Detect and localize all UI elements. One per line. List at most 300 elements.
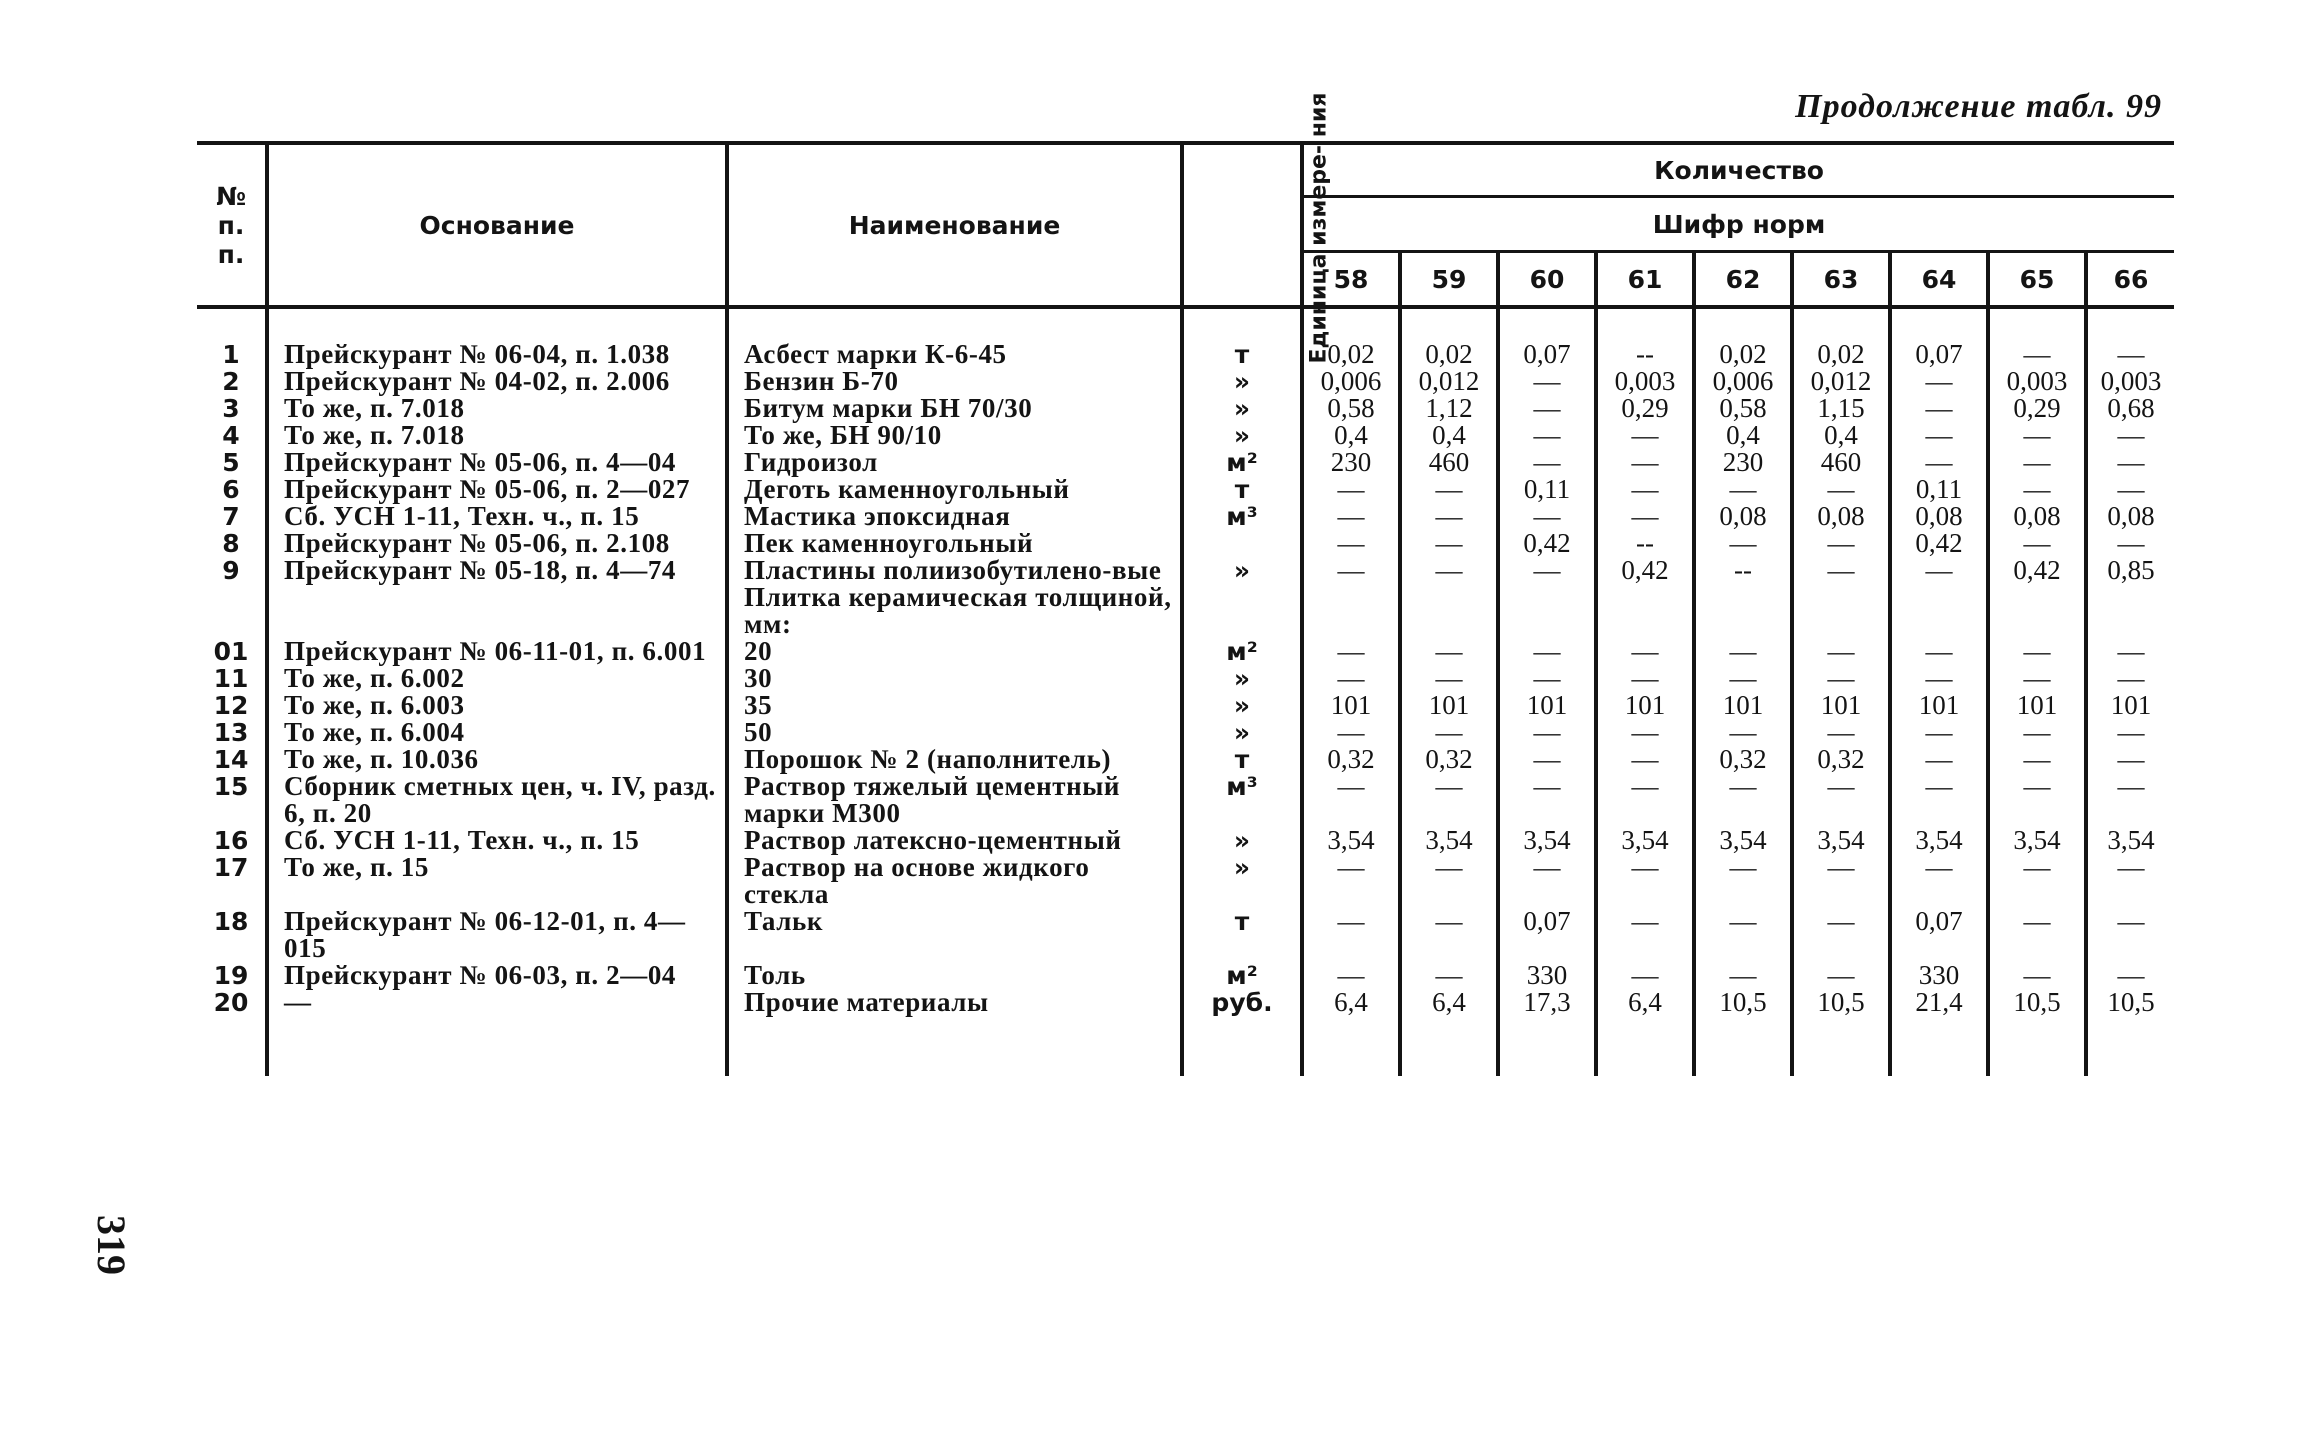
row-quantity-60: 0,11	[1498, 476, 1596, 503]
row-quantity-65: —	[1988, 908, 2086, 962]
row-name: Бензин Б-70	[727, 368, 1182, 395]
row-quantity-58: 6,4	[1302, 989, 1400, 1076]
row-quantity-60: —	[1498, 503, 1596, 530]
row-quantity-59: —	[1400, 530, 1498, 557]
row-number: 01	[213, 637, 249, 666]
row-basis: Прейскурант № 05-06, п. 2—027	[267, 476, 727, 503]
header-code-3: 61	[1596, 252, 1694, 308]
row-quantity-66	[2086, 584, 2174, 638]
row-name: Битум марки БН 70/30	[727, 395, 1182, 422]
row-quantity-65: —	[1988, 449, 2086, 476]
row-quantity-58: —	[1302, 638, 1400, 665]
row-number: 14	[213, 745, 249, 774]
row-number: 3	[222, 394, 240, 423]
row-name: То же, БН 90/10	[727, 422, 1182, 449]
row-quantity-62: —	[1694, 530, 1792, 557]
table-row	[197, 962, 2174, 989]
row-quantity-59: 0,02	[1400, 307, 1498, 368]
row-quantity-63: —	[1792, 962, 1890, 989]
row-quantity-60	[1498, 584, 1596, 638]
row-number: 6	[222, 475, 240, 504]
row-quantity-61: —	[1596, 746, 1694, 773]
row-quantity-62: —	[1694, 962, 1792, 989]
table-row	[197, 638, 2174, 665]
table-row	[197, 368, 2174, 395]
row-quantity-63: 10,5	[1792, 989, 1890, 1076]
row-basis: То же, п. 7.018	[267, 422, 727, 449]
row-quantity-60: 101	[1498, 692, 1596, 719]
row-quantity-66: 10,5	[2086, 989, 2174, 1076]
row-quantity-65: —	[1988, 719, 2086, 746]
row-quantity-66: 101	[2086, 692, 2174, 719]
row-quantity-62: 0,4	[1694, 422, 1792, 449]
row-number: 16	[213, 826, 249, 855]
row-unit	[1182, 530, 1302, 557]
page-number: 319	[89, 1215, 134, 1275]
header-basis: Основание	[267, 143, 727, 307]
row-name: 30	[727, 665, 1182, 692]
row-quantity-62: —	[1694, 638, 1792, 665]
row-quantity-66: 0,08	[2086, 503, 2174, 530]
row-quantity-64: 0,42	[1890, 530, 1988, 557]
row-quantity-62: —	[1694, 773, 1792, 827]
row-quantity-64: 330	[1890, 962, 1988, 989]
row-quantity-64: —	[1890, 773, 1988, 827]
row-quantity-66: —	[2086, 665, 2174, 692]
header-code-4: 62	[1694, 252, 1792, 308]
row-quantity-61: 6,4	[1596, 989, 1694, 1076]
row-basis: Сб. УСН 1-11, Техн. ч., п. 15	[267, 503, 727, 530]
row-basis: Сборник сметных цен, ч. IV, разд. 6, п. 20	[267, 773, 727, 827]
row-quantity-62: 0,02	[1694, 307, 1792, 368]
row-quantity-59: —	[1400, 854, 1498, 908]
row-unit: руб.	[1182, 989, 1302, 1076]
row-quantity-66: —	[2086, 449, 2174, 476]
row-quantity-61: —	[1596, 449, 1694, 476]
row-quantity-63: —	[1792, 557, 1890, 584]
row-quantity-58: —	[1302, 665, 1400, 692]
header-code-2: 60	[1498, 252, 1596, 308]
row-quantity-63: —	[1792, 476, 1890, 503]
row-quantity-66: —	[2086, 962, 2174, 989]
row-basis: —	[267, 989, 727, 1076]
row-quantity-64: —	[1890, 854, 1988, 908]
row-quantity-61: —	[1596, 719, 1694, 746]
row-quantity-62: 0,08	[1694, 503, 1792, 530]
row-unit: м²	[1182, 638, 1302, 665]
row-quantity-58: —	[1302, 908, 1400, 962]
table-row	[197, 773, 2174, 827]
row-quantity-64: 21,4	[1890, 989, 1988, 1076]
row-quantity-64: —	[1890, 638, 1988, 665]
row-quantity-63: —	[1792, 719, 1890, 746]
row-quantity-61: —	[1596, 503, 1694, 530]
row-quantity-58: —	[1302, 773, 1400, 827]
table-row	[197, 827, 2174, 854]
row-unit: м²	[1182, 449, 1302, 476]
row-name: Порошок № 2 (наполнитель)	[727, 746, 1182, 773]
row-quantity-63: —	[1792, 638, 1890, 665]
row-number: 18	[213, 907, 249, 936]
row-quantity-65: —	[1988, 422, 2086, 449]
table-row	[197, 989, 2174, 1076]
table-row	[197, 692, 2174, 719]
row-number: 19	[213, 961, 249, 990]
row-unit: м³	[1182, 503, 1302, 530]
row-quantity-60: 0,42	[1498, 530, 1596, 557]
row-quantity-66: —	[2086, 638, 2174, 665]
row-quantity-66: 0,85	[2086, 557, 2174, 584]
header-code-7: 65	[1988, 252, 2086, 308]
row-quantity-64: —	[1890, 395, 1988, 422]
table-body	[197, 307, 2174, 1076]
row-unit: »	[1182, 395, 1302, 422]
row-quantity-60: 330	[1498, 962, 1596, 989]
row-quantity-58: 0,02	[1302, 307, 1400, 368]
row-name: Раствор латексно-цементный	[727, 827, 1182, 854]
row-quantity-61: --	[1596, 307, 1694, 368]
row-quantity-60: —	[1498, 368, 1596, 395]
row-number: 9	[222, 556, 240, 585]
row-number: 17	[213, 853, 249, 882]
header-unit-label: Единица измере- ния	[1306, 92, 1332, 363]
row-quantity-64: —	[1890, 449, 1988, 476]
row-quantity-65: —	[1988, 773, 2086, 827]
row-quantity-64: 0,07	[1890, 307, 1988, 368]
row-unit: т	[1182, 476, 1302, 503]
row-quantity-61: —	[1596, 773, 1694, 827]
header-name: Наименование	[727, 143, 1182, 307]
row-quantity-62: —	[1694, 719, 1792, 746]
row-quantity-58: 3,54	[1302, 827, 1400, 854]
header-code-1: 59	[1400, 252, 1498, 308]
row-quantity-60: —	[1498, 665, 1596, 692]
table-caption: Продолжение табл. 99	[1795, 88, 2162, 125]
row-quantity-62: 101	[1694, 692, 1792, 719]
row-unit: »	[1182, 665, 1302, 692]
header-code-5: 63	[1792, 252, 1890, 308]
row-quantity-61: —	[1596, 854, 1694, 908]
row-name: 20	[727, 638, 1182, 665]
row-quantity-58: 0,006	[1302, 368, 1400, 395]
row-quantity-61: 0,42	[1596, 557, 1694, 584]
row-quantity-65: 10,5	[1988, 989, 2086, 1076]
row-quantity-61: —	[1596, 476, 1694, 503]
row-quantity-61: —	[1596, 665, 1694, 692]
row-quantity-66: 0,003	[2086, 368, 2174, 395]
row-quantity-63: —	[1792, 908, 1890, 962]
row-quantity-64: 0,07	[1890, 908, 1988, 962]
row-quantity-62	[1694, 584, 1792, 638]
row-quantity-64: —	[1890, 368, 1988, 395]
row-quantity-63: —	[1792, 773, 1890, 827]
row-basis: Прейскурант № 06-11-01, п. 6.001	[267, 638, 727, 665]
row-unit: »	[1182, 692, 1302, 719]
row-quantity-64	[1890, 584, 1988, 638]
row-quantity-66: —	[2086, 476, 2174, 503]
row-quantity-66: —	[2086, 854, 2174, 908]
row-name: Асбест марки К-6-45	[727, 307, 1182, 368]
table-row	[197, 476, 2174, 503]
row-quantity-60: —	[1498, 719, 1596, 746]
row-quantity-58: 101	[1302, 692, 1400, 719]
row-number: 7	[222, 502, 240, 531]
row-quantity-66: —	[2086, 530, 2174, 557]
row-quantity-60: —	[1498, 557, 1596, 584]
row-number: 4	[222, 421, 240, 450]
row-quantity-58: 0,4	[1302, 422, 1400, 449]
row-quantity-61: 0,29	[1596, 395, 1694, 422]
row-quantity-62: 0,32	[1694, 746, 1792, 773]
row-quantity-61: 0,003	[1596, 368, 1694, 395]
row-quantity-59: —	[1400, 665, 1498, 692]
row-unit: м³	[1182, 773, 1302, 827]
row-quantity-61: —	[1596, 908, 1694, 962]
row-name: 50	[727, 719, 1182, 746]
row-quantity-60: 0,07	[1498, 307, 1596, 368]
row-unit: т	[1182, 746, 1302, 773]
row-quantity-61: —	[1596, 638, 1694, 665]
row-quantity-64: —	[1890, 719, 1988, 746]
row-quantity-58	[1302, 584, 1400, 638]
row-number: 8	[222, 529, 240, 558]
row-number: 13	[213, 718, 249, 747]
row-quantity-64: 101	[1890, 692, 1988, 719]
row-quantity-58: —	[1302, 530, 1400, 557]
row-quantity-61	[1596, 584, 1694, 638]
row-quantity-62: —	[1694, 908, 1792, 962]
row-quantity-59: 0,012	[1400, 368, 1498, 395]
row-number: 15	[213, 772, 249, 801]
row-quantity-58: 230	[1302, 449, 1400, 476]
row-quantity-58: 0,58	[1302, 395, 1400, 422]
row-quantity-58: —	[1302, 476, 1400, 503]
row-quantity-66: —	[2086, 908, 2174, 962]
row-quantity-63: —	[1792, 665, 1890, 692]
row-quantity-62: —	[1694, 476, 1792, 503]
table-row	[197, 503, 2174, 530]
row-quantity-59: —	[1400, 962, 1498, 989]
row-quantity-60: —	[1498, 422, 1596, 449]
row-quantity-63: 101	[1792, 692, 1890, 719]
row-quantity-58: 0,32	[1302, 746, 1400, 773]
row-basis: Прейскурант № 04-02, п. 2.006	[267, 368, 727, 395]
row-number: 2	[222, 367, 240, 396]
row-basis: Прейскурант № 05-06, п. 4—04	[267, 449, 727, 476]
row-quantity-65: —	[1988, 638, 2086, 665]
row-quantity-59: —	[1400, 503, 1498, 530]
row-quantity-63: 3,54	[1792, 827, 1890, 854]
row-quantity-59: 1,12	[1400, 395, 1498, 422]
row-quantity-59: —	[1400, 773, 1498, 827]
header-codes-title: Шифр норм	[1302, 197, 2174, 252]
row-basis: То же, п. 6.002	[267, 665, 727, 692]
row-number: 1	[222, 340, 240, 369]
row-quantity-58: —	[1302, 962, 1400, 989]
row-quantity-65: —	[1988, 746, 2086, 773]
row-quantity-63: 1,15	[1792, 395, 1890, 422]
row-quantity-59: —	[1400, 719, 1498, 746]
row-unit: »	[1182, 854, 1302, 908]
table-row	[197, 307, 2174, 368]
row-quantity-66: —	[2086, 773, 2174, 827]
row-quantity-62: —	[1694, 854, 1792, 908]
row-quantity-62: 0,006	[1694, 368, 1792, 395]
header-unit	[1182, 92, 1332, 363]
row-basis	[267, 584, 727, 638]
row-quantity-59: 0,4	[1400, 422, 1498, 449]
row-quantity-65: 0,42	[1988, 557, 2086, 584]
row-quantity-65: 0,29	[1988, 395, 2086, 422]
row-quantity-65: —	[1988, 307, 2086, 368]
table-row	[197, 557, 2174, 584]
row-quantity-63: 460	[1792, 449, 1890, 476]
row-quantity-66: 0,68	[2086, 395, 2174, 422]
row-unit: »	[1182, 422, 1302, 449]
row-name: 35	[727, 692, 1182, 719]
row-quantity-65: 0,003	[1988, 368, 2086, 395]
row-number: 12	[213, 691, 249, 720]
row-quantity-59: —	[1400, 908, 1498, 962]
row-quantity-61: --	[1596, 530, 1694, 557]
row-name: Прочие материалы	[727, 989, 1182, 1076]
row-quantity-64: —	[1890, 557, 1988, 584]
row-quantity-58: —	[1302, 854, 1400, 908]
row-quantity-66: —	[2086, 746, 2174, 773]
row-quantity-58: —	[1302, 719, 1400, 746]
row-name: Мастика эпоксидная	[727, 503, 1182, 530]
row-unit: »	[1182, 557, 1302, 584]
table-row	[197, 422, 2174, 449]
row-quantity-65: —	[1988, 530, 2086, 557]
row-unit: »	[1182, 827, 1302, 854]
row-quantity-59: —	[1400, 557, 1498, 584]
row-quantity-59: 101	[1400, 692, 1498, 719]
row-basis: Прейскурант № 05-06, п. 2.108	[267, 530, 727, 557]
row-quantity-61: —	[1596, 422, 1694, 449]
row-quantity-65: 3,54	[1988, 827, 2086, 854]
row-unit: »	[1182, 368, 1302, 395]
row-quantity-64: 0,11	[1890, 476, 1988, 503]
row-quantity-65: 101	[1988, 692, 2086, 719]
row-unit: т	[1182, 307, 1302, 368]
row-quantity-59: 6,4	[1400, 989, 1498, 1076]
row-basis: То же, п. 7.018	[267, 395, 727, 422]
row-quantity-65: —	[1988, 665, 2086, 692]
row-quantity-63: —	[1792, 854, 1890, 908]
row-quantity-61: 3,54	[1596, 827, 1694, 854]
row-quantity-61: —	[1596, 962, 1694, 989]
row-quantity-64: —	[1890, 665, 1988, 692]
row-quantity-59	[1400, 584, 1498, 638]
row-quantity-64: 0,08	[1890, 503, 1988, 530]
row-quantity-63: 0,02	[1792, 307, 1890, 368]
row-quantity-59: —	[1400, 638, 1498, 665]
row-name: Пек каменноугольный	[727, 530, 1182, 557]
row-quantity-62: --	[1694, 557, 1792, 584]
row-basis: То же, п. 15	[267, 854, 727, 908]
row-quantity-58: —	[1302, 557, 1400, 584]
row-quantity-64: —	[1890, 746, 1988, 773]
row-quantity-60: —	[1498, 638, 1596, 665]
row-quantity-60: —	[1498, 746, 1596, 773]
header-num: № п. п.	[215, 181, 247, 269]
table-row	[197, 719, 2174, 746]
header-code-6: 64	[1890, 252, 1988, 308]
row-unit	[1182, 584, 1302, 638]
row-unit: м²	[1182, 962, 1302, 989]
row-quantity-65	[1988, 584, 2086, 638]
row-quantity-65: —	[1988, 854, 2086, 908]
row-quantity-66: 3,54	[2086, 827, 2174, 854]
row-name: Плитка керамическая толщиной, мм:	[727, 584, 1182, 638]
row-quantity-60: 17,3	[1498, 989, 1596, 1076]
header-code-8: 66	[2086, 252, 2174, 308]
row-basis: Прейскурант № 06-04, п. 1.038	[267, 307, 727, 368]
row-number: 20	[213, 988, 249, 1017]
row-quantity-59: 3,54	[1400, 827, 1498, 854]
row-basis: Сб. УСН 1-11, Техн. ч., п. 15	[267, 827, 727, 854]
row-quantity-61: 101	[1596, 692, 1694, 719]
row-quantity-58: —	[1302, 503, 1400, 530]
row-quantity-65: —	[1988, 476, 2086, 503]
row-quantity-60: —	[1498, 773, 1596, 827]
row-name: Раствор тяжелый цементный марки М300	[727, 773, 1182, 827]
row-quantity-63	[1792, 584, 1890, 638]
row-quantity-62: 10,5	[1694, 989, 1792, 1076]
row-quantity-63: 0,012	[1792, 368, 1890, 395]
row-quantity-66: —	[2086, 422, 2174, 449]
row-quantity-62: 3,54	[1694, 827, 1792, 854]
row-quantity-59: 0,32	[1400, 746, 1498, 773]
row-number	[197, 584, 267, 638]
row-name: Раствор на основе жидкого стекла	[727, 854, 1182, 908]
row-quantity-66: —	[2086, 307, 2174, 368]
row-quantity-65: —	[1988, 962, 2086, 989]
row-name: Тальк	[727, 908, 1182, 962]
row-quantity-66: —	[2086, 719, 2174, 746]
row-number: 11	[213, 664, 249, 693]
row-basis: Прейскурант № 06-03, п. 2—04	[267, 962, 727, 989]
table-row	[197, 746, 2174, 773]
row-name: Гидроизол	[727, 449, 1182, 476]
row-quantity-63: 0,4	[1792, 422, 1890, 449]
table-row	[197, 530, 2174, 557]
row-basis: Прейскурант № 05-18, п. 4—74	[267, 557, 727, 584]
row-name: Деготь каменноугольный	[727, 476, 1182, 503]
table-row	[197, 665, 2174, 692]
row-quantity-62: 0,58	[1694, 395, 1792, 422]
header-code-0: 58	[1302, 252, 1400, 308]
row-name: Пластины полиизобутилено-вые	[727, 557, 1182, 584]
table-row	[197, 854, 2174, 908]
row-unit: »	[1182, 719, 1302, 746]
table-row	[197, 584, 2174, 638]
row-basis: То же, п. 10.036	[267, 746, 727, 773]
row-quantity-62: —	[1694, 665, 1792, 692]
row-quantity-63: 0,08	[1792, 503, 1890, 530]
row-quantity-60: 0,07	[1498, 908, 1596, 962]
row-basis: Прейскурант № 06-12-01, п. 4—015	[267, 908, 727, 962]
row-quantity-62: 230	[1694, 449, 1792, 476]
row-name: Толь	[727, 962, 1182, 989]
row-basis: То же, п. 6.004	[267, 719, 727, 746]
row-quantity-63: 0,32	[1792, 746, 1890, 773]
table-row	[197, 449, 2174, 476]
row-quantity-59: —	[1400, 476, 1498, 503]
row-quantity-65: 0,08	[1988, 503, 2086, 530]
row-basis: То же, п. 6.003	[267, 692, 727, 719]
